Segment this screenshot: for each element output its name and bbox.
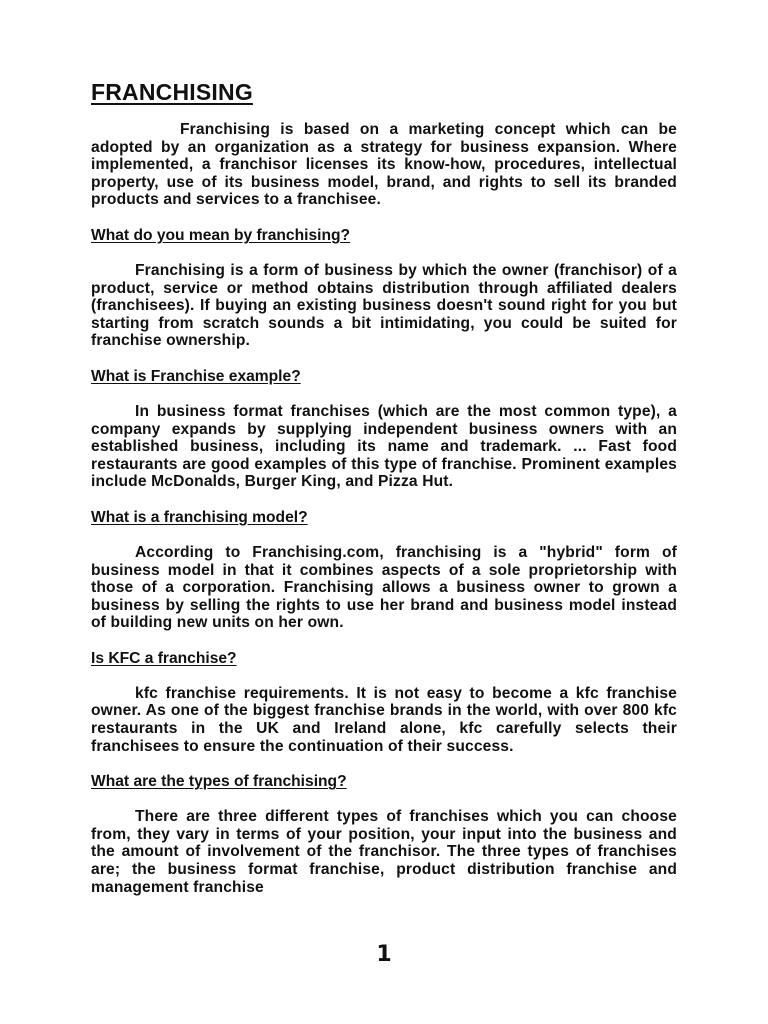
section-body-kfc: kfc franchise requirements. It is not easy to become a kfc franchise owner. As one of the biggest franchise brands in the world, with over 800 kfc restaurants in the UK and Ireland alone, kfc carefully selects their franchisees to ensure the continuation of their success. [91,684,677,755]
section-heading-types: What are the types of franchising? [91,773,347,791]
document-page [91,78,677,896]
section-heading-model: What is a franchising model? [91,508,308,526]
section-body-meaning: Franchising is a form of business by which the owner (franchisor) of a product, service or method obtains distribution through affiliated dealers (franchisees). If buying an existing business doesn't sound right for you but starting from scratch sounds a bit intimidating, you could be suited for franchise ownership. [91,261,677,350]
intro-paragraph: Franchising is based on a marketing concept which can be adopted by an organization as a strategy for business expansion. Where implemented, a franchisor licenses its know-how, procedures, intellectual property, use of its business model, brand, and rights to sell its branded products and services to a franchisee. [91,121,677,209]
section-heading-meaning: What do you mean by franchising? [91,226,351,244]
section-body-types: There are three different types of franchises which you can choose from, they vary in terms of your position, your input into the business and the amount of involvement of the franchisor. The three types of franchises are; the business format franchise, product distribution franchise and management franchise [91,808,677,896]
section-body-example: In business format franchises (which are the most common type), a company expands by supplying independent business owners with an established business, including its name and trademark. ... Fast food restaurants are good examples of this type of franchise. Prominent examples include McDonalds, Burger King, and Pizza Hut. [91,402,677,491]
section-body-model: According to Franchising.com, franchising is a "hybrid" form of business model in that it combines aspects of a sole proprietorship with those of a corporation. Franchising allows a business owner to grown a business by selling the rights to use her brand and business model instead of building new units on her own. [91,543,677,632]
section-heading-kfc: Is KFC a franchise? [91,649,237,667]
document-title: FRANCHISING [91,79,253,105]
page-number: 1 [376,942,392,967]
section-heading-example: What is Franchise example? [91,367,301,385]
